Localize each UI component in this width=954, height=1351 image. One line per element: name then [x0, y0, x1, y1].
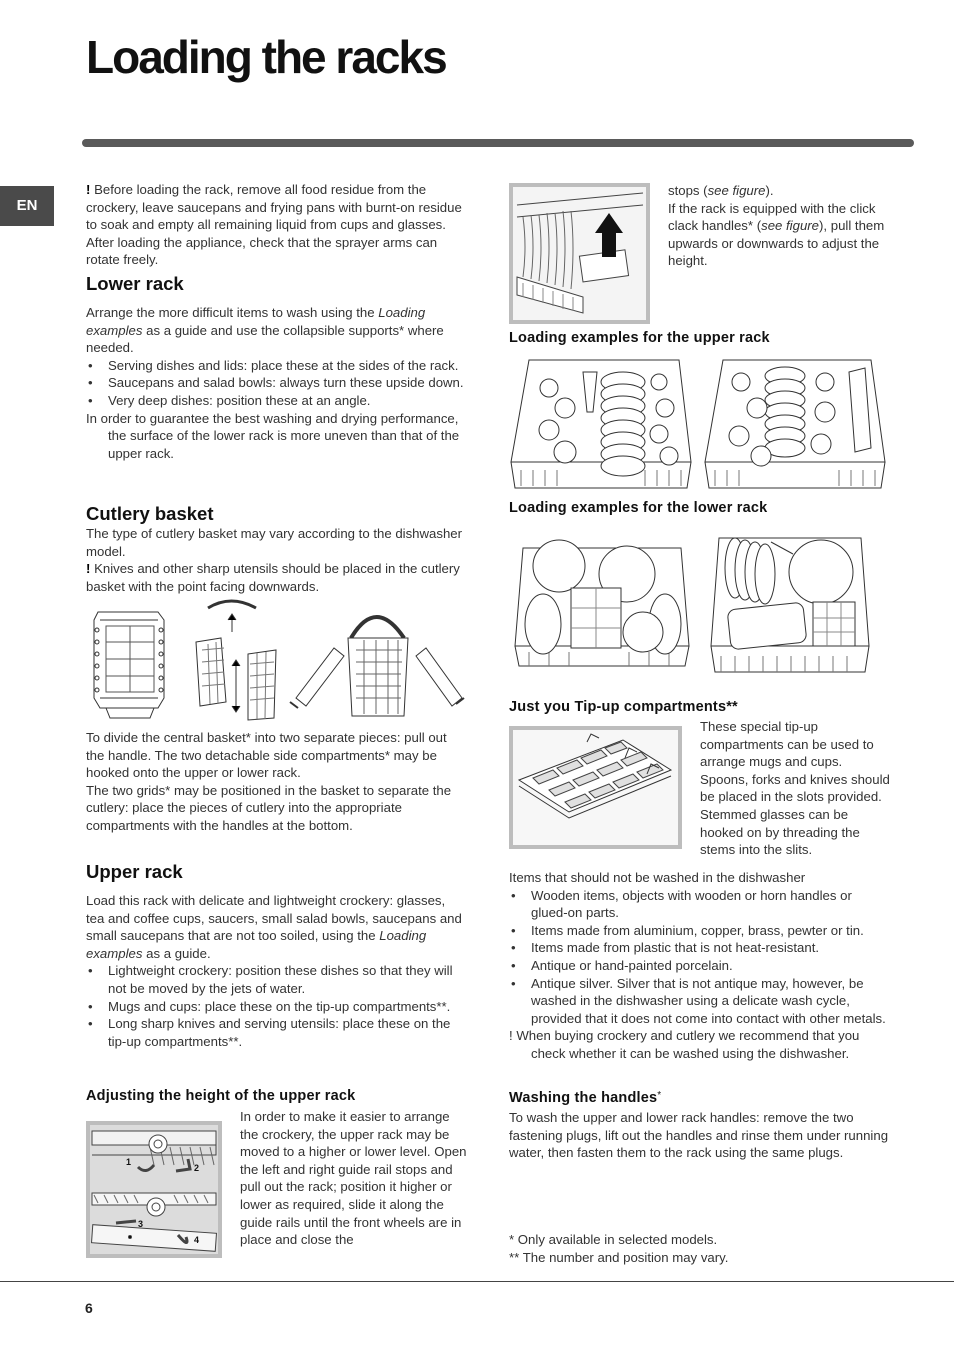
footer-divider	[0, 1281, 954, 1282]
lower-rack-examples-heading: Loading examples for the lower rack	[509, 500, 768, 516]
intro-paragraph	[86, 181, 466, 269]
figure-step-label: 2	[194, 1163, 200, 1173]
click-clack-para	[668, 200, 896, 270]
lower-rack-intro-em: Loading examples	[86, 305, 426, 338]
upper-rack-bullet: • Mugs and cups: place these on the tip-up compartments**.	[86, 998, 466, 1016]
tip-up-text: These special tip-up compartments can be used to arrange mugs and cups. Spoons, forks and knives should be placed in the slots provided. Stemmed glasses can be hooked on by threading the stems into the slits.	[700, 719, 890, 858]
page-title: Loading the racks	[86, 31, 446, 83]
cutlery-para-1: The type of cutlery basket may vary according to the dishwasher model.	[86, 526, 463, 559]
not-washed-intro: Items that should not be washed in the dishwasher	[509, 870, 806, 885]
stops-continued	[668, 182, 896, 200]
stops-pre: stops (	[668, 183, 708, 198]
warning-mark: !	[86, 561, 91, 577]
washing-handles-heading	[509, 1090, 661, 1106]
lower-rack-bullet: • Very deep dishes: position these at an angle.	[86, 392, 466, 410]
lower-rack-heading: Lower rack	[86, 273, 184, 294]
upper-rack-bullet: • Lightweight crockery: position these dishes so that they will not be moved by the jets of water.	[86, 962, 466, 997]
adjusting-height-heading: Adjusting the height of the upper rack	[86, 1088, 356, 1104]
lower-rack-section	[86, 304, 466, 462]
warning-mark: !	[86, 182, 91, 197]
upper-rack-heading: Upper rack	[86, 861, 183, 882]
cutlery-basket-instructions	[86, 729, 466, 835]
page-number: 6	[85, 1300, 93, 1316]
figure-step-label: 1	[126, 1157, 132, 1167]
lower-rack-example-figures	[509, 528, 889, 676]
not-washed-item: • Antique silver. Silver that is not antique may, however, be washed in the dishwasher using a delicate wash cycle, provided that it does not come into contact with other metals.	[509, 975, 889, 1028]
cutlery-basket-heading: Cutlery basket	[86, 503, 214, 524]
lower-rack-intro	[86, 304, 466, 357]
not-washed-note: ! When buying crockery and cutlery we recommend that you check whether it can be washed using the dishwasher.	[509, 1028, 860, 1061]
upper-rack-intro-em: Loading examples	[86, 928, 427, 961]
upper-rack-section	[86, 892, 466, 1050]
upper-rack-bullet: • Long sharp knives and serving utensils: place these on the tip-up compartments**.	[86, 1015, 466, 1050]
language-tab: EN	[0, 186, 54, 226]
click-clack-em: see figure	[761, 218, 820, 234]
cutlery-para-3: To divide the central basket* into two separate pieces: pull out the handle. The two detachable side compartments* may be hooked onto the upper or lower rack.	[86, 730, 447, 781]
stops-em: see figure	[707, 183, 766, 198]
upper-rack-intro-pre: Load this rack with delicate and lightweight crockery: glasses, tea and coffee cups, saucers, small salad bowls, saucepans and small saucepans that are not too soiled, using the	[86, 893, 462, 944]
tip-up-compartment-figure	[509, 726, 682, 849]
click-clack-post: ), pull them upwards or downwards to adjust the height.	[668, 218, 885, 269]
not-washed-item: • Wooden items, objects with wooden or horn handles or glued-on parts.	[509, 887, 889, 922]
figure-step-label: 4	[194, 1235, 200, 1245]
upper-rack-intro-post: as a guide.	[142, 945, 211, 961]
cutlery-para-4: The two grids* may be positioned in the basket to separate the cutlery: place the pieces of cutlery into the appropriate compartments with the handles at the bottom.	[86, 782, 452, 833]
upper-rack-examples-heading: Loading examples for the upper rack	[509, 330, 770, 346]
upper-rack-example-figures	[509, 352, 889, 492]
washing-handles-title: Washing the handles	[509, 1090, 658, 1106]
title-divider-bar	[82, 139, 914, 147]
footnote-double-star: ** The number and position may vary.	[509, 1249, 729, 1265]
cutlery-basket-figure	[86, 598, 466, 723]
lower-rack-note: In order to guarantee the best washing and drying performance, the surface of the lower rack is more uneven than that of the upper rack.	[86, 410, 460, 461]
not-washed-item: • Items made from aluminium, copper, brass, pewter or tin.	[509, 922, 889, 940]
click-clack-handle-figure	[509, 183, 650, 324]
click-clack-text	[668, 182, 896, 270]
cutlery-para-2-text: Knives and other sharp utensils should be placed in the cutlery basket with the point facing downwards.	[86, 561, 460, 594]
stops-post: ).	[765, 183, 774, 198]
cutlery-para-2	[86, 560, 466, 595]
click-clack-pre: If the rack is equipped with the click clack handles* (	[668, 200, 876, 234]
upper-rack-intro	[86, 892, 466, 962]
adjusting-height-text: In order to make it easier to arrange the crockery, the upper rack may be moved to a higher or lower level. Open the left and right guide rail stops and pull out the rack; position it higher or lower as required, slide it along the guide rails until the front wheels are in place and close the	[240, 1109, 467, 1248]
lower-rack-bullet: • Serving dishes and lids: place these at the sides of the rack.	[86, 357, 466, 375]
lower-rack-intro-post: as a guide and use the collapsible supports* where needed.	[86, 322, 444, 356]
not-washed-item: • Items made from plastic that is not heat-resistant.	[509, 939, 889, 957]
intro-text: Before loading the rack, remove all food residue from the crockery, leave saucepans and frying pans with burnt-on residue to soak and empty all remaining liquid from cups and glasses. After loading the appliance, check that the sprayer arms can rotate freely.	[86, 182, 462, 268]
washing-handles-text: To wash the upper and lower rack handles: remove the two fastening plugs, lift out the handles and rinse them under running water, then fasten them to the rack using the same plugs.	[509, 1110, 889, 1161]
lower-rack-intro-pre: Arrange the more difficult items to wash using the	[86, 305, 379, 320]
not-washed-item: • Antique or hand-painted porcelain.	[509, 957, 889, 975]
washing-handles-star: *	[657, 1090, 662, 1101]
rack-height-figure	[86, 1121, 222, 1258]
lower-rack-bullet: • Saucepans and salad bowls: always turn these upside down.	[86, 374, 466, 392]
cutlery-basket-section	[86, 525, 466, 595]
not-dishwasher-safe-section	[509, 869, 889, 1063]
figure-step-label: 3	[138, 1219, 144, 1229]
footnote-single-star: * Only available in selected models.	[509, 1232, 718, 1247]
footnotes	[509, 1231, 889, 1266]
tip-up-heading: Just you Tip-up compartments**	[509, 699, 738, 715]
